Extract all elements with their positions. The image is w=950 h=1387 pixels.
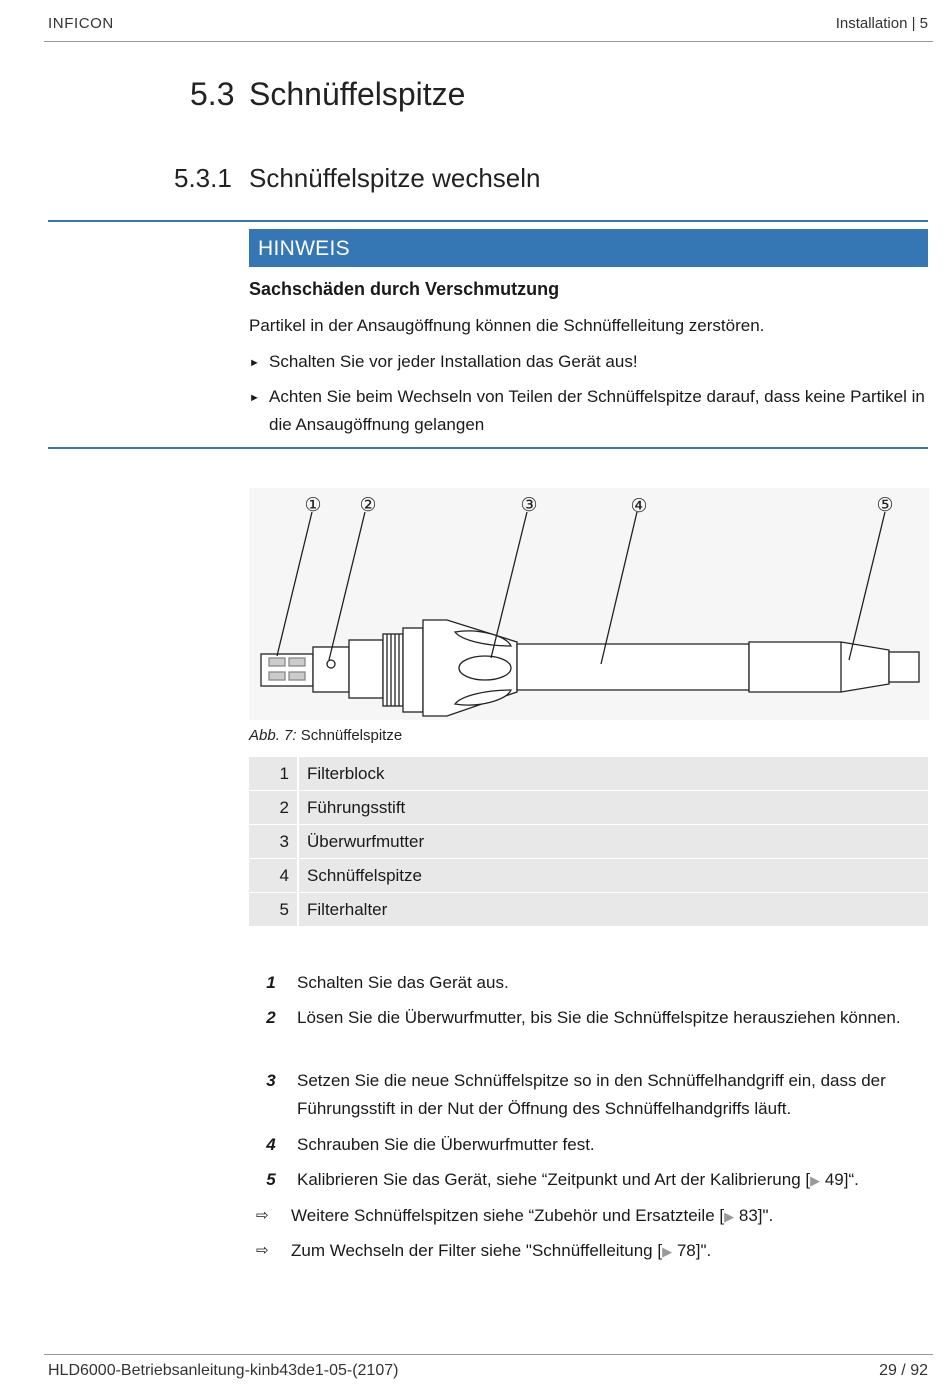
result-text-part: ]".	[757, 1206, 774, 1225]
step-text: Setzen Sie die neue Schnüffelspitze so in den Schnüffelhandgriff ein, dass der Führungsstift in der Nut der Öffnung des Schnüffelhandgriffs läuft.	[297, 1071, 886, 1118]
legend-number: 2	[249, 791, 299, 824]
table-row	[249, 893, 928, 926]
figure-caption-text: Schnüffelspitze	[300, 727, 403, 744]
page-reference-icon: ▶	[662, 1244, 673, 1259]
section-heading	[190, 76, 465, 113]
step-item	[262, 1004, 922, 1032]
footer-divider	[44, 1354, 933, 1355]
step-item	[262, 1166, 922, 1195]
table-row	[249, 757, 928, 790]
section-title: Schnüffelspitze	[249, 76, 466, 112]
callout-2: ②	[359, 494, 377, 516]
callout-4: ④	[630, 495, 648, 517]
legend-number: 1	[249, 757, 299, 790]
filter-holder-shape	[749, 642, 889, 692]
notice-label-bar	[249, 229, 928, 267]
table-row	[249, 859, 928, 892]
step-item	[262, 1131, 922, 1159]
notice-bottom-rule	[48, 447, 928, 449]
callout-5: ⑤	[876, 494, 894, 516]
page-reference-icon: ▶	[724, 1209, 735, 1224]
result-text	[291, 1237, 711, 1266]
page-reference-icon: ▶	[810, 1173, 821, 1188]
step-text: Lösen Sie die Überwurfmutter, bis Sie die Schnüffelspitze herausziehen können.	[297, 1008, 901, 1027]
sniffer-tip-shape	[517, 644, 749, 690]
result-text-part: Weitere Schnüffelspitzen siehe “Zubehör und Ersatzteile [	[291, 1206, 725, 1225]
legend-label: Führungsstift	[299, 791, 928, 824]
callout-1: ①	[304, 494, 322, 516]
step-text: Schalten Sie das Gerät aus.	[297, 973, 509, 992]
legend-number: 3	[249, 825, 299, 858]
result-arrow-icon: ⇨	[256, 1242, 269, 1259]
legend-number: 4	[249, 859, 299, 892]
page-reference-link[interactable]: 49	[824, 1170, 844, 1189]
legend-label: Schnüffelspitze	[299, 859, 928, 892]
step-number: 4	[266, 1135, 276, 1154]
notice-label: HINWEIS	[258, 237, 350, 260]
sniffer-tip-figure	[249, 488, 929, 720]
step-text: Schrauben Sie die Überwurfmutter fest.	[297, 1135, 595, 1154]
bullet-triangle-icon: ►	[249, 357, 260, 369]
figure-caption	[249, 727, 402, 744]
legend-label: Filterhalter	[299, 893, 928, 926]
step-text	[297, 1166, 922, 1195]
result-item	[256, 1237, 711, 1266]
step-text-part: ]“.	[843, 1170, 859, 1189]
section-number: 5.3	[190, 76, 235, 112]
legend-table	[249, 756, 928, 927]
callout-3: ③	[520, 494, 538, 516]
figure-caption-prefix: Abb. 7:	[249, 727, 297, 744]
header-section: Installation | 5	[835, 15, 928, 32]
subsection-number: 5.3.1	[174, 163, 232, 193]
page-reference-link[interactable]: 83	[738, 1206, 758, 1225]
step-item	[262, 969, 922, 997]
subsection-heading	[174, 163, 540, 194]
legend-label: Überwurfmutter	[299, 825, 928, 858]
result-text	[291, 1202, 773, 1231]
step-number: 5	[266, 1170, 276, 1189]
notice-text: Partikel in der Ansaugöffnung können die Schnüffelleitung zerstören.	[249, 316, 765, 335]
result-text-part: ]".	[695, 1241, 712, 1260]
footer-page-number: 29 / 92	[879, 1362, 928, 1379]
legend-label: Filterblock	[299, 757, 928, 790]
table-row	[249, 791, 928, 824]
legend-number: 5	[249, 893, 299, 926]
step-item	[262, 1067, 922, 1123]
result-item	[256, 1202, 773, 1231]
header-brand: INFICON	[48, 15, 114, 32]
page-reference-link[interactable]: 78	[676, 1241, 696, 1260]
step-number: 1	[266, 973, 276, 992]
notice-heading: Sachschäden durch Verschmutzung	[249, 279, 560, 299]
subsection-title: Schnüffelspitze wechseln	[249, 163, 541, 193]
bullet-triangle-icon: ►	[249, 392, 260, 404]
result-text-part: Zum Wechseln der Filter siehe "Schnüffelleitung [	[291, 1241, 663, 1260]
notice-bullet-text: Achten Sie beim Wechseln von Teilen der Schnüffelspitze darauf, dass keine Partikel in die Ansaugöffnung gelangen	[269, 387, 925, 434]
step-number: 2	[266, 1008, 276, 1027]
step-number: 3	[266, 1071, 276, 1090]
notice-top-rule	[48, 220, 928, 222]
notice-bullet	[249, 383, 929, 439]
step-text-part: Kalibrieren Sie das Gerät, siehe “Zeitpunkt und Art der Kalibrierung [	[297, 1170, 811, 1189]
footer-document-id: HLD6000-Betriebsanleitung-kinb43de1-05-(2107)	[48, 1362, 399, 1379]
notice-bullet	[249, 348, 929, 376]
table-row	[249, 825, 928, 858]
result-arrow-icon: ⇨	[256, 1207, 269, 1224]
header-divider	[44, 41, 933, 42]
notice-bullet-text: Schalten Sie vor jeder Installation das Gerät aus!	[269, 352, 638, 371]
